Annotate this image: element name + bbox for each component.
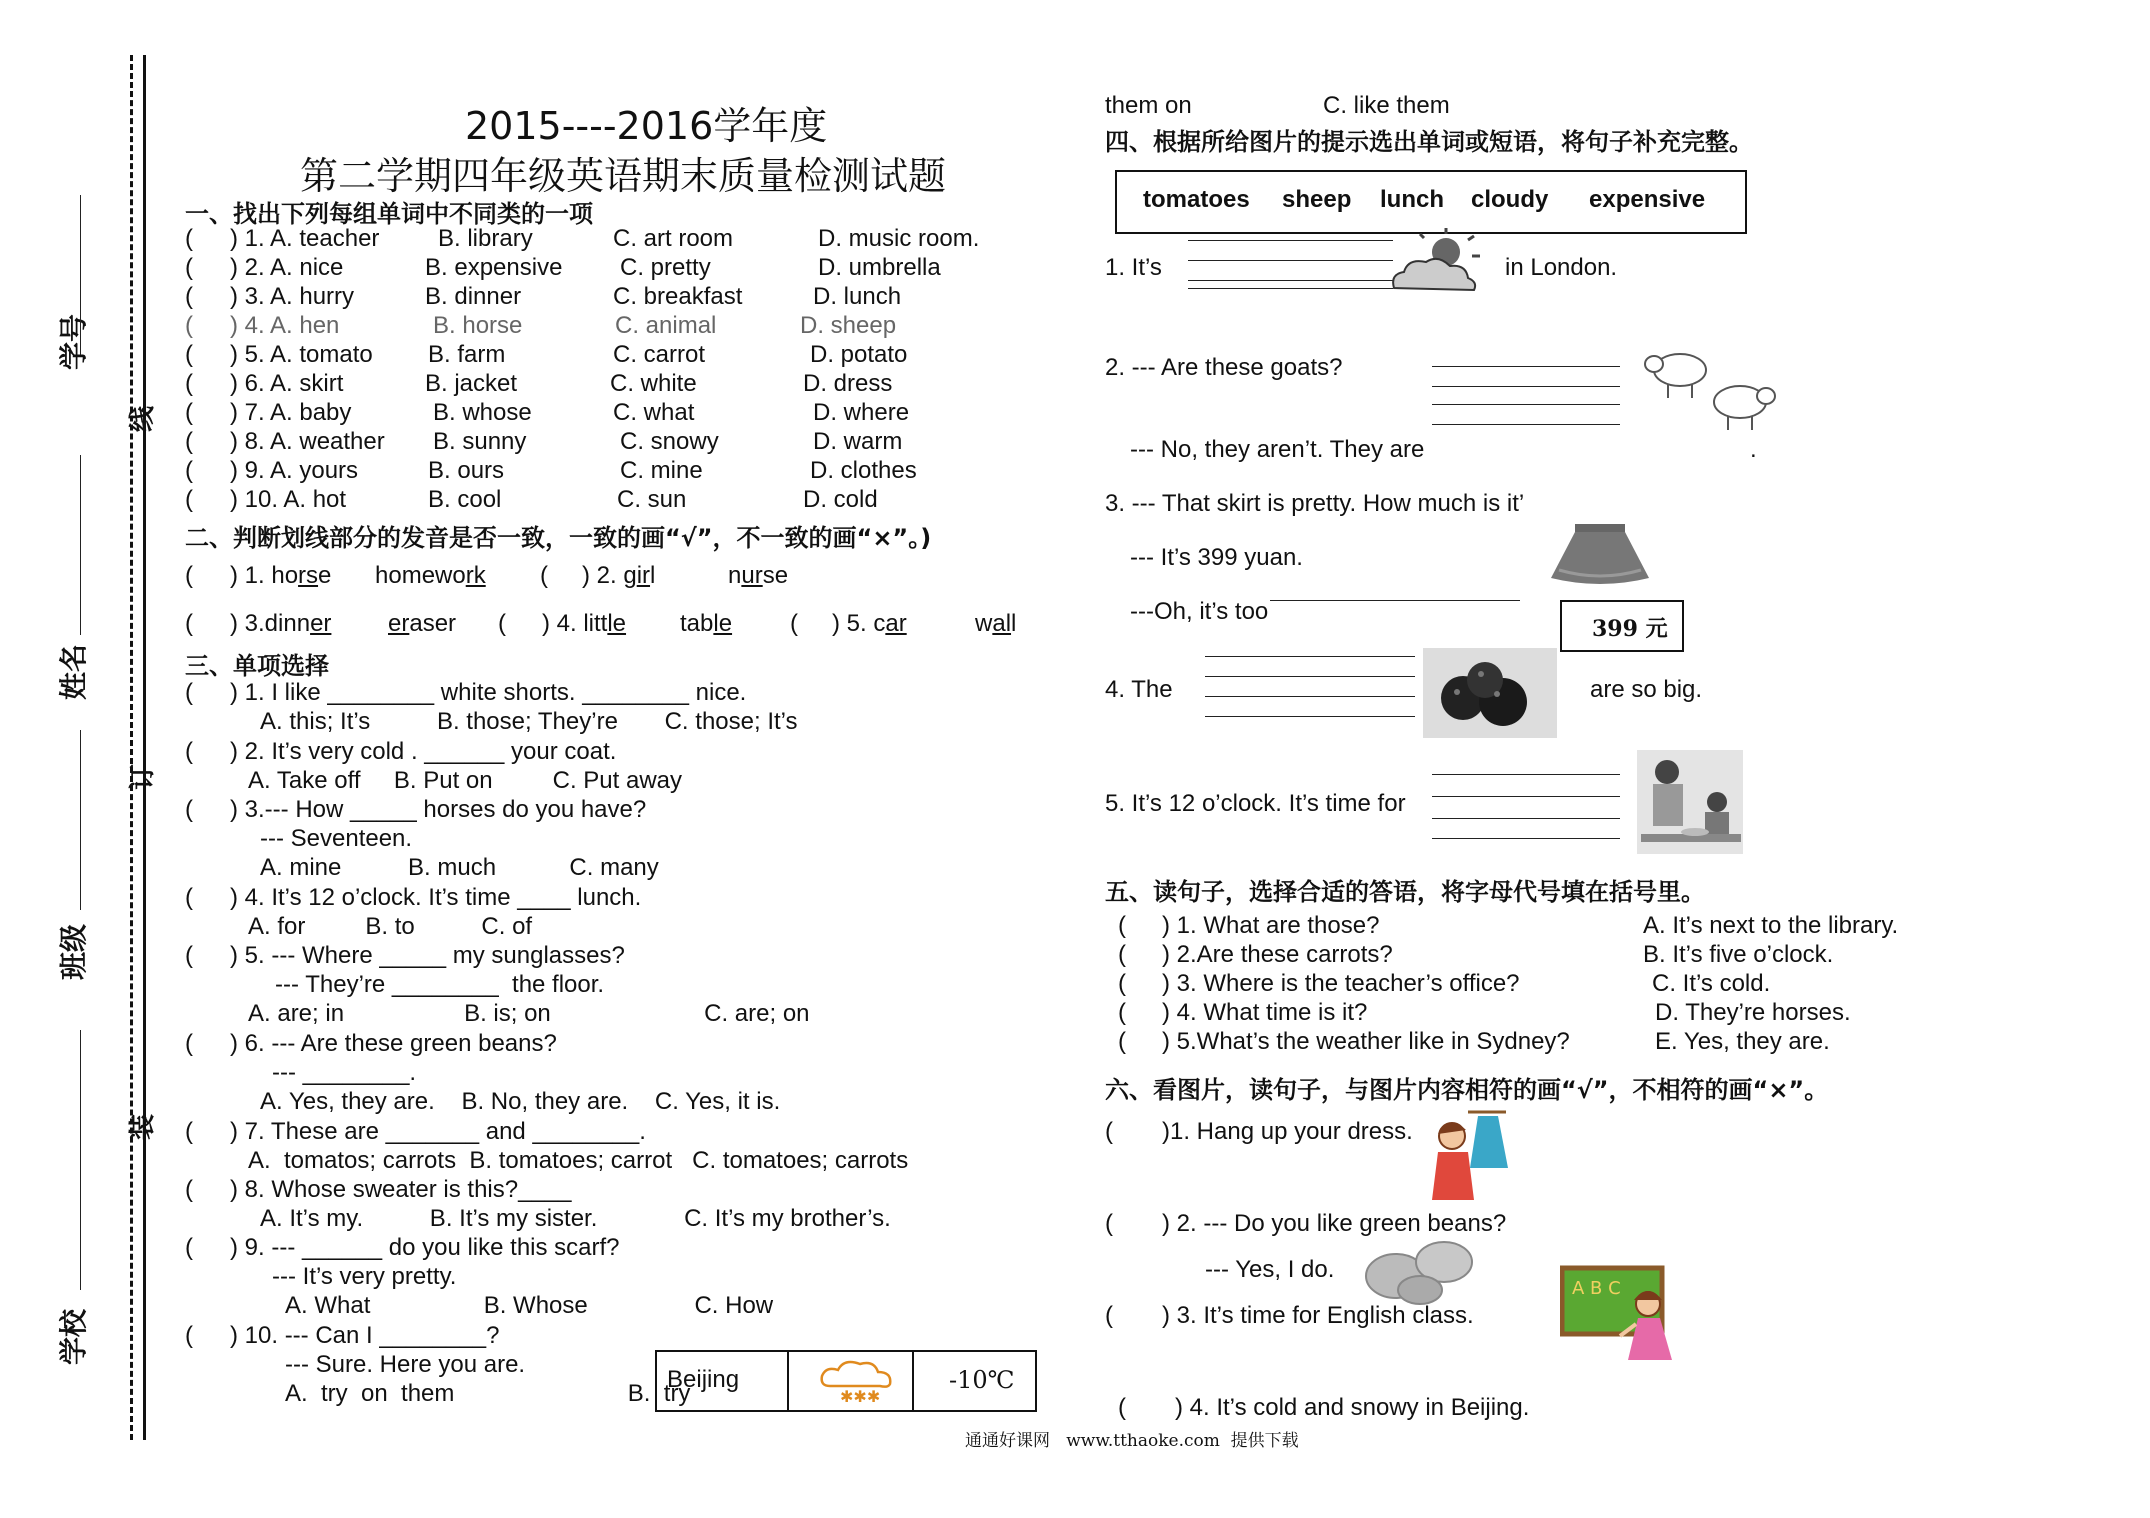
s4-q4-end: are so big. <box>1590 676 1703 703</box>
s1-item-c: C. pretty <box>620 254 711 281</box>
s1-item-n: ) 8. A. weather <box>230 428 385 455</box>
s1-item-b: B. farm <box>428 341 506 368</box>
s6-paren[interactable]: ( <box>1105 1210 1113 1237</box>
s1-item-c: C. animal <box>615 312 717 339</box>
s3-paren[interactable]: ( <box>185 1176 193 1203</box>
sheep-image <box>1640 340 1780 440</box>
dress-girl-image <box>1428 1108 1518 1209</box>
s1-item-d: D. warm <box>813 428 903 455</box>
s1-item-d: D. lunch <box>813 283 902 310</box>
s2-q1: ) 1. horse <box>230 562 332 589</box>
s5-answer: C. It’s cold. <box>1652 970 1771 997</box>
s1-paren[interactable]: ( <box>185 486 193 513</box>
s1-item-b: B. jacket <box>425 370 518 397</box>
s1-item-c: C. art room <box>613 225 734 252</box>
s3-line: A. It’s my. B. It’s my sister. C. It’s my brother’s. <box>260 1205 891 1232</box>
s2-w4: table <box>680 610 733 637</box>
weather-divider-2 <box>912 1352 914 1410</box>
s3-paren[interactable]: ( <box>185 942 193 969</box>
side-label-name: 姓名 <box>57 643 90 700</box>
s4-q3-answer: --- It’s 399 yuan. <box>1130 544 1303 571</box>
s1-item-d: D. where <box>813 399 910 426</box>
s6-paren[interactable]: ( <box>1105 1302 1113 1329</box>
side-label-zhuang: 装 <box>128 1113 158 1140</box>
s4-q5: 5. It’s 12 o’clock. It’s time for <box>1105 790 1406 817</box>
s5-paren[interactable]: ( <box>1118 941 1126 968</box>
answer-line[interactable] <box>1432 386 1620 387</box>
s1-item-n: ) 7. A. baby <box>230 399 352 426</box>
weather-temp: -10℃ <box>949 1366 1015 1394</box>
s4-title: 四、根据所给图片的提示选出单词或短语，将句子补充完整。 <box>1105 128 1753 156</box>
s6-paren[interactable]: ( <box>1118 1394 1126 1421</box>
binding-solid-line <box>143 55 146 1440</box>
answer-line[interactable] <box>1432 404 1620 405</box>
s3-line: --- They’re ________ the floor. <box>275 971 605 998</box>
s4-word: tomatoes <box>1143 186 1250 213</box>
s3-line: ) 8. Whose sweater is this?____ <box>230 1176 572 1203</box>
answer-line[interactable] <box>1432 774 1620 775</box>
s3-paren[interactable]: ( <box>185 1118 193 1145</box>
s2-paren[interactable]: ( <box>540 562 548 589</box>
s6-q2-answer: --- Yes, I do. <box>1205 1256 1335 1283</box>
s2-w1: homework <box>375 562 486 589</box>
s5-answer: E. Yes, they are. <box>1655 1028 1830 1055</box>
s1-item-n: ) 1. A. teacher <box>230 225 380 252</box>
s1-item-b: B. library <box>438 225 533 252</box>
s5-paren[interactable]: ( <box>1118 912 1126 939</box>
s3-cont-left: them on <box>1105 92 1192 119</box>
s5-question: ) 2.Are these carrots? <box>1162 941 1393 968</box>
s1-item-d: D. clothes <box>810 457 917 484</box>
s2-paren[interactable]: ( <box>498 610 506 637</box>
s1-item-c: C. white <box>610 370 697 397</box>
skirt-image <box>1545 520 1655 595</box>
s2-q5: ) 5. car <box>832 610 907 637</box>
s1-item-b: B. dinner <box>425 283 522 310</box>
s5-paren[interactable]: ( <box>1118 999 1126 1026</box>
weather-table <box>655 1350 1037 1412</box>
s3-line: A. this; It’s B. those; They’re C. those; It’s <box>260 708 798 735</box>
s1-paren[interactable]: ( <box>185 399 193 426</box>
s1-item-d: D. music room. <box>818 225 980 252</box>
answer-line[interactable] <box>1205 656 1415 657</box>
s5-question: ) 3. Where is the teacher’s office? <box>1162 970 1520 997</box>
side-label-school: 学校 <box>57 1308 90 1365</box>
s3-line: A. What B. Whose C. How <box>285 1292 774 1319</box>
s5-paren[interactable]: ( <box>1118 1028 1126 1055</box>
answer-line[interactable] <box>1205 676 1415 677</box>
s1-item-c: C. snowy <box>620 428 719 455</box>
s1-item-n: ) 6. A. skirt <box>230 370 344 397</box>
answer-line[interactable] <box>1188 260 1393 261</box>
s3-paren[interactable]: ( <box>185 796 193 823</box>
s3-paren[interactable]: ( <box>185 1234 193 1261</box>
exam-year: 2015----2016学年度 <box>465 104 828 148</box>
s1-item-d: D. sheep <box>800 312 897 339</box>
s1-item-n: ) 3. A. hurry <box>230 283 355 310</box>
s1-paren[interactable]: ( <box>185 457 193 484</box>
abc-board-text: A B C <box>1572 1278 1621 1299</box>
s4-q3: 3. --- That skirt is pretty. How much is it’ <box>1105 490 1525 517</box>
s1-item-c: C. what <box>613 399 695 426</box>
s3-paren[interactable]: ( <box>185 679 193 706</box>
snow-cloud-icon <box>812 1356 902 1411</box>
s4-word: sheep <box>1282 186 1352 213</box>
s2-q4: ) 4. little <box>542 610 627 637</box>
s3-line: ) 5. --- Where _____ my sunglasses? <box>230 942 625 969</box>
s1-item-c: C. carrot <box>613 341 706 368</box>
s3-line: ) 2. It’s very cold . ______ your coat. <box>230 738 617 765</box>
s3-paren[interactable]: ( <box>185 738 193 765</box>
s5-question: ) 1. What are those? <box>1162 912 1380 939</box>
s2-q2: ) 2. girl <box>582 562 656 589</box>
s4-word-bank <box>1115 170 1747 234</box>
sun-cloud-icon <box>1388 226 1488 303</box>
svg-text:✱✱✱: ✱✱✱ <box>840 1387 881 1406</box>
side-school-line[interactable] <box>80 1030 81 1290</box>
s1-item-b: B. sunny <box>433 428 527 455</box>
s1-item-b: B. cool <box>428 486 502 513</box>
price-tag <box>1560 600 1684 652</box>
s1-item-n: ) 2. A. nice <box>230 254 344 281</box>
s1-item-b: B. ours <box>428 457 505 484</box>
s4-q1-start: 1. It’s <box>1105 254 1162 281</box>
s4-q1-end: in London. <box>1505 254 1618 281</box>
side-label-number: 学号 <box>57 313 90 370</box>
weather-city: Beijing <box>667 1366 740 1393</box>
s3-line: A. Take off B. Put on C. Put away <box>248 767 682 794</box>
answer-line[interactable] <box>1432 818 1620 819</box>
s1-item-d: D. cold <box>803 486 878 513</box>
s6-q3: ) 3. It’s time for English class. <box>1162 1302 1474 1329</box>
exam-title: 第二学期四年级英语期末质量检测试题 <box>300 154 947 198</box>
s6-q1: )1. Hang up your dress. <box>1162 1118 1413 1145</box>
side-label-class: 班级 <box>57 923 90 980</box>
s1-paren[interactable]: ( <box>185 428 193 455</box>
answer-line[interactable] <box>1205 696 1415 697</box>
s3-title: 三、单项选择 <box>185 652 329 680</box>
answer-line[interactable] <box>1432 424 1620 425</box>
answer-line[interactable] <box>1270 600 1520 601</box>
s3-line: ) 4. It’s 12 o’clock. It’s time ____ lunch. <box>230 884 642 911</box>
s4-q2-answer: --- No, they aren’t. They are <box>1130 436 1425 463</box>
s3-line: A. mine B. much C. many <box>260 854 659 881</box>
side-name-line[interactable] <box>80 455 81 635</box>
s4-word: expensive <box>1589 186 1706 213</box>
s1-item-n: ) 9. A. yours <box>230 457 359 484</box>
s1-item-b: B. horse <box>433 312 523 339</box>
side-number-line[interactable] <box>80 195 81 355</box>
s3-line: A. tomatos; carrots B. tomatoes; carrot C. tomatoes; carrots <box>248 1147 909 1174</box>
tomatoes-image <box>1423 648 1557 738</box>
s1-item-b: B. whose <box>433 399 532 426</box>
s6-title: 六、看图片，读句子，与图片内容相符的画“√”，不相符的画“×”。 <box>1105 1076 1829 1104</box>
s1-item-d: D. potato <box>810 341 908 368</box>
s1-item-b: B. expensive <box>425 254 563 281</box>
s3-paren[interactable]: ( <box>185 1322 193 1349</box>
s3-line: ) 1. I like ________ white shorts. ________ nice. <box>230 679 747 706</box>
s3-line: ) 10. --- Can I ________? <box>230 1322 500 1349</box>
s5-answer: B. It’s five o’clock. <box>1643 941 1834 968</box>
s3-line: ) 9. --- ______ do you like this scarf? <box>230 1234 620 1261</box>
side-label-xian: 线 <box>128 405 158 432</box>
abc-teacher-image <box>1560 1264 1690 1379</box>
answer-line[interactable] <box>1188 240 1393 241</box>
s4-word: cloudy <box>1471 186 1549 213</box>
s1-item-n: ) 5. A. tomato <box>230 341 373 368</box>
s3-line: --- Seventeen. <box>260 825 413 852</box>
s4-word: lunch <box>1380 186 1444 213</box>
s1-item-c: C. mine <box>620 457 703 484</box>
s2-paren[interactable]: ( <box>185 562 193 589</box>
answer-line[interactable] <box>1205 716 1415 717</box>
s1-item-n: ) 4. A. hen <box>230 312 340 339</box>
s4-q4-start: 4. The <box>1105 676 1173 703</box>
s3-line: A. try on them B. try <box>285 1380 691 1407</box>
s1-item-c: C. breakfast <box>613 283 743 310</box>
answer-line[interactable] <box>1432 796 1620 797</box>
s1-paren[interactable]: ( <box>185 341 193 368</box>
s4-q2-period: . <box>1750 436 1757 463</box>
lunch-image <box>1637 750 1743 854</box>
s5-answer: A. It’s next to the library. <box>1643 912 1899 939</box>
s2-paren[interactable]: ( <box>790 610 798 637</box>
s1-title: 一、找出下列每组单词中不同类的一项 <box>185 200 593 228</box>
s1-paren[interactable]: ( <box>185 312 193 339</box>
s1-item-c: C. sun <box>617 486 687 513</box>
s6-q2: ) 2. --- Do you like green beans? <box>1162 1210 1507 1237</box>
s3-line: --- It’s very pretty. <box>272 1263 457 1290</box>
s5-question: ) 4. What time is it? <box>1162 999 1368 1026</box>
s6-q4: ) 4. It’s cold and snowy in Beijing. <box>1175 1394 1530 1421</box>
s1-paren[interactable]: ( <box>185 225 193 252</box>
s2-w3: eraser <box>388 610 457 637</box>
s4-q3-too: ---Oh, it’s too <box>1130 598 1269 625</box>
s3-line: A. are; in B. is; on C. are; on <box>248 1000 810 1027</box>
footer-source: 通通好课网 www.tthaoke.com 提供下载 <box>965 1431 1299 1451</box>
s3-line: --- Sure. Here you are. <box>285 1351 526 1378</box>
s3-line: ) 3.--- How _____ horses do you have? <box>230 796 647 823</box>
answer-line[interactable] <box>1432 366 1620 367</box>
s1-item-d: D. dress <box>803 370 893 397</box>
s3-line: ) 6. --- Are these green beans? <box>230 1030 557 1057</box>
s1-paren[interactable]: ( <box>185 283 193 310</box>
s3-cont-right: C. like them <box>1323 92 1450 119</box>
s3-line: A. for B. to C. of <box>248 913 533 940</box>
weather-divider-1 <box>787 1352 789 1410</box>
answer-line[interactable] <box>1188 280 1393 281</box>
price-text: 399 元 <box>1592 616 1668 642</box>
answer-line[interactable] <box>1432 838 1620 839</box>
s2-title: 二、判断划线部分的发音是否一致，一致的画“√”，不一致的画“×”。) <box>185 524 932 552</box>
s2-w2: nurse <box>728 562 789 589</box>
s1-item-n: ) 10. A. hot <box>230 486 347 513</box>
answer-line[interactable] <box>1188 288 1393 289</box>
s1-item-d: D. umbrella <box>818 254 941 281</box>
s3-line: --- ________. <box>272 1059 417 1086</box>
s2-q3: ) 3.dinner <box>230 610 332 637</box>
s5-paren[interactable]: ( <box>1118 970 1126 997</box>
side-class-line[interactable] <box>80 730 81 910</box>
side-label-ding: 订 <box>128 763 158 790</box>
s3-line: A. Yes, they are. B. No, they are. C. Yes, it is. <box>260 1088 781 1115</box>
s5-title: 五、读句子，选择合适的答语，将字母代号填在括号里。 <box>1105 878 1705 906</box>
s2-paren[interactable]: ( <box>185 610 193 637</box>
s5-question: ) 5.What’s the weather like in Sydney? <box>1162 1028 1570 1055</box>
s1-paren[interactable]: ( <box>185 254 193 281</box>
s3-line: ) 7. These are _______ and ________. <box>230 1118 646 1145</box>
binding-dashed-line <box>130 55 133 1440</box>
s4-q2: 2. --- Are these goats? <box>1105 354 1343 381</box>
s5-answer: D. They’re horses. <box>1655 999 1851 1026</box>
s3-paren[interactable]: ( <box>185 1030 193 1057</box>
s2-w5: wall <box>975 610 1017 637</box>
s3-paren[interactable]: ( <box>185 884 193 911</box>
s6-paren[interactable]: ( <box>1105 1118 1113 1145</box>
s1-paren[interactable]: ( <box>185 370 193 397</box>
